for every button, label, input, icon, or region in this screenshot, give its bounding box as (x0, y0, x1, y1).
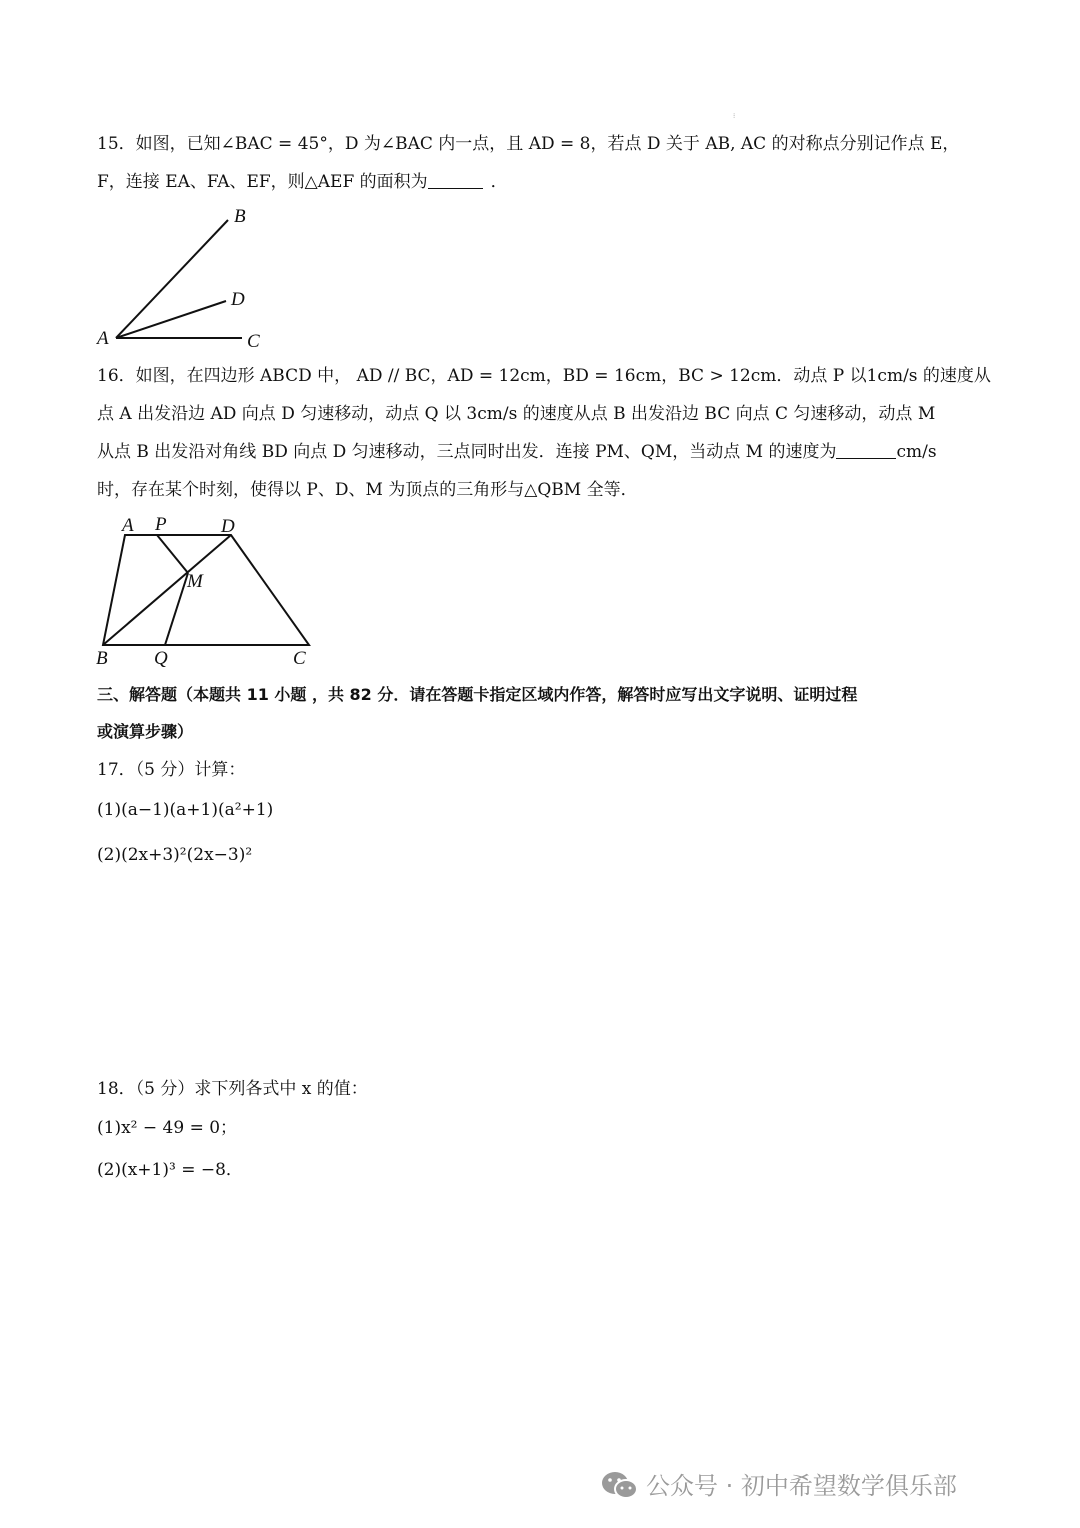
q18-title: 18．（5 分）求下列各式中 x 的值： (97, 1079, 368, 1099)
q17-part2: (2)(2x+3)²(2x−3)² (97, 845, 253, 865)
q15-text-line2-suffix: ． (490, 172, 508, 192)
wechat-watermark (600, 1466, 957, 1501)
q17-part1: (1)(a−1)(a+1)(a²+1) (97, 800, 274, 820)
watermark-text: 公众号 · 初中希望数学俱乐部 (646, 1472, 957, 1500)
q15-label-d: D (231, 289, 245, 310)
q15-label-c: C (247, 331, 260, 352)
q15-label-b: B (234, 206, 246, 227)
quadrilateral-abcd (103, 535, 309, 645)
q18-part2: (2)(x+1)³ = −8． (97, 1160, 243, 1180)
q15-text-line2-prefix: F，连接 EA、FA、EF，则△AEF 的面积为 (97, 172, 428, 192)
section3-heading-line1: 三、解答题（本题共 11 小题 ，共 82 分．请在答题卡指定区域内作答，解答时应写出文字说明、证明过程 (97, 685, 858, 704)
q15-text-line2 (97, 170, 508, 194)
q16-text-line3-suffix: cm/s (896, 442, 937, 462)
section3-heading-line2: 或演算步骤） (97, 722, 194, 741)
q16-label-c: C (293, 648, 306, 669)
q16-figure (90, 512, 320, 672)
q16-label-a: A (122, 515, 134, 536)
q16-label-p: P (155, 514, 167, 535)
q15-figure (90, 200, 280, 355)
ray-ab (116, 220, 228, 338)
q16-label-b: B (96, 648, 108, 669)
q16-label-m: M (187, 571, 203, 592)
q16-text-line3 (97, 440, 937, 464)
q16-label-q: Q (154, 648, 168, 669)
q16-text-line2: 点 A 出发沿边 AD 向点 D 匀速移动，动点 Q 以 3cm/s 的速度从点 B 出发沿边 BC 向点 C 匀速移动，动点 M (97, 404, 936, 424)
q16-label-d: D (221, 516, 235, 537)
q18-part1: (1)x² − 49 = 0； (97, 1118, 238, 1138)
q15-text-line1: 15．如图，已知∠BAC = 45°，D 为∠BAC 内一点，且 AD = 8，若点 D 关于 AB, AC 的对称点分别记作点 E， (97, 134, 960, 154)
q16-answer-blank (836, 442, 896, 459)
q16-text-line4: 时，存在某个时刻，使得以 P、D、M 为顶点的三角形与△QBM 全等． (97, 480, 638, 500)
q15-answer-blank (428, 172, 483, 189)
q16-text-line3-prefix: 从点 B 出发沿对角线 BD 向点 D 匀速移动，三点同时出发．连接 PM、QM，当动点 M 的速度为 (97, 442, 837, 462)
q17-title: 17．（5 分）计算： (97, 760, 246, 780)
page-mark: ⁝ (733, 112, 736, 120)
q16-text-line1: 16．如图，在四边形 ABCD 中， AD // BC，AD = 12cm，BD = 16cm，BC > 12cm．动点 P 以1cm/s 的速度从 (97, 366, 991, 386)
q15-label-a: A (97, 328, 109, 349)
segment-pm (157, 535, 188, 573)
segment-qm (165, 573, 188, 645)
wechat-icon (600, 1470, 640, 1500)
